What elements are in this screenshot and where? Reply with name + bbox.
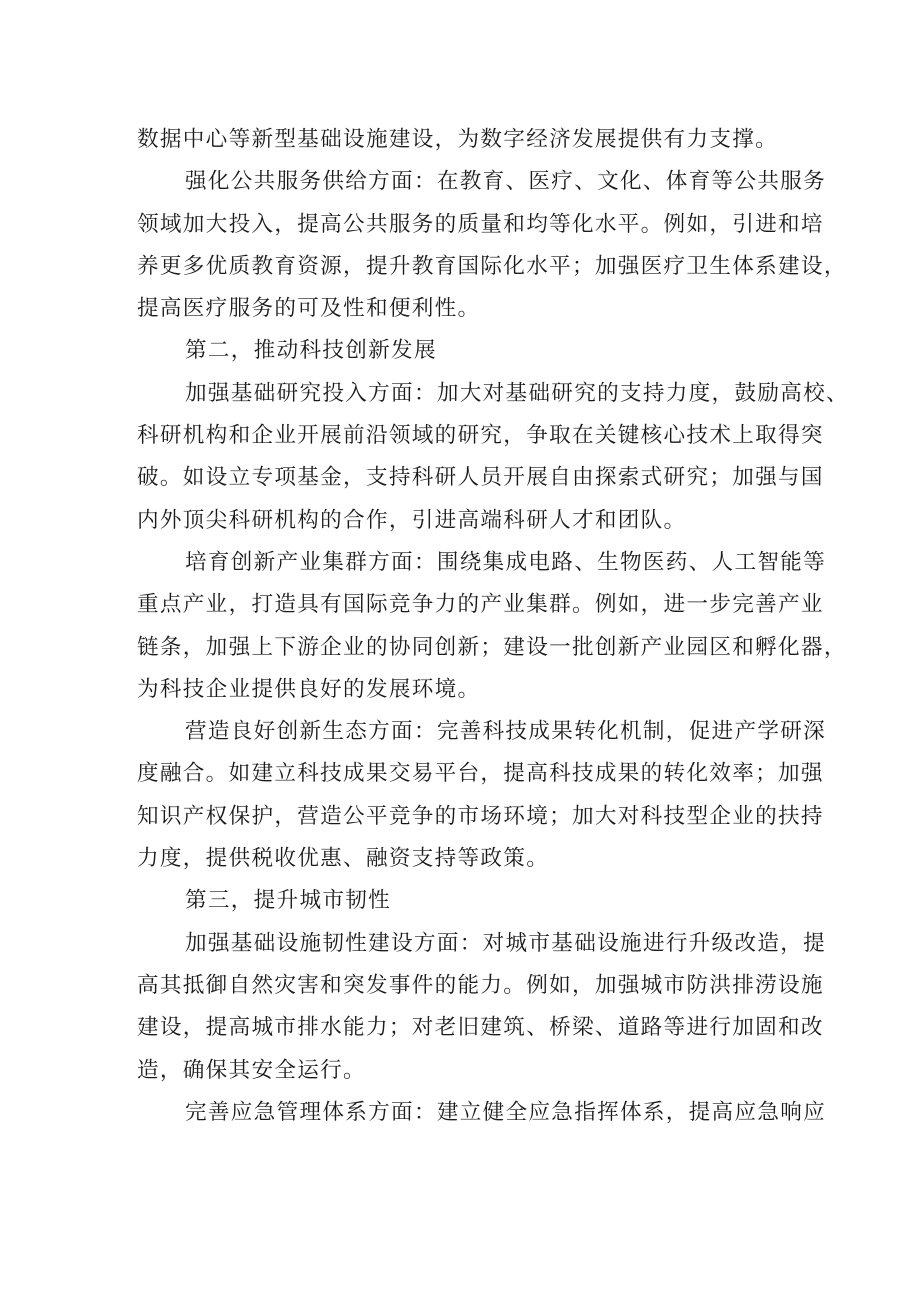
section-heading: 第二，推动科技创新发展 [185, 338, 437, 364]
text-line: 力度，提供税收优惠、融资支持等政策。 [137, 846, 550, 872]
text-line: 养更多优质教育资源，提升教育国际化水平；加强医疗卫生体系建设， [137, 253, 847, 279]
text-line: 科研机构和企业开展前沿领域的研究，争取在关键核心技术上取得突 [137, 423, 824, 449]
text-line: 破。如设立专项基金，支持科研人员开展自由探索式研究；加强与国 [137, 465, 824, 491]
text-line: 高其抵御自然灾害和突发事件的能力。例如，加强城市防洪排涝设施 [137, 972, 824, 998]
paragraph-start-line: 培育创新产业集群方面：围绕集成电路、生物医药、人工智能等 [185, 549, 827, 575]
paragraph-start-line: 强化公共服务供给方面：在教育、医疗、文化、体育等公共服务 [185, 169, 827, 195]
text-line: 提高医疗服务的可及性和便利性。 [137, 296, 481, 322]
text-line: 造，确保其安全运行。 [137, 1057, 366, 1083]
text-line: 领域加大投入，提高公共服务的质量和均等化水平。例如，引进和培 [137, 211, 824, 237]
text-line: 知识产权保护，营造公平竞争的市场环境；加大对科技型企业的扶持 [137, 803, 824, 829]
text-line: 内外顶尖科研机构的合作，引进高端科研人才和团队。 [137, 507, 687, 533]
text-line: 重点产业，打造具有国际竞争力的产业集群。例如，进一步完善产业 [137, 592, 824, 618]
paragraph-start-line: 完善应急管理体系方面：建立健全应急指挥体系，提高应急响应 [185, 1099, 827, 1125]
document-body [137, 119, 849, 1134]
text-line: 为科技企业提供良好的发展环境。 [137, 676, 481, 702]
paragraph-start-line: 加强基础研究投入方面：加大对基础研究的支持力度，鼓励高校、 [185, 380, 849, 406]
text-line: 建设，提高城市排水能力；对老旧建筑、桥梁、道路等进行加固和改 [137, 1015, 824, 1041]
text-line: 数据中心等新型基础设施建设，为数字经济发展提供有力支撑。 [137, 127, 779, 152]
paragraph-start-line: 营造良好创新生态方面：完善科技成果转化机制，促进产学研深 [185, 719, 827, 745]
section-heading: 第三，提升城市韧性 [185, 888, 392, 914]
text-line: 链条，加强上下游企业的协同创新；建设一批创新产业园区和孵化器， [137, 634, 847, 660]
text-line: 度融合。如建立科技成果交易平台，提高科技成果的转化效率；加强 [137, 761, 824, 787]
paragraph-start-line: 加强基础设施韧性建设方面：对城市基础设施进行升级改造，提 [185, 930, 827, 956]
